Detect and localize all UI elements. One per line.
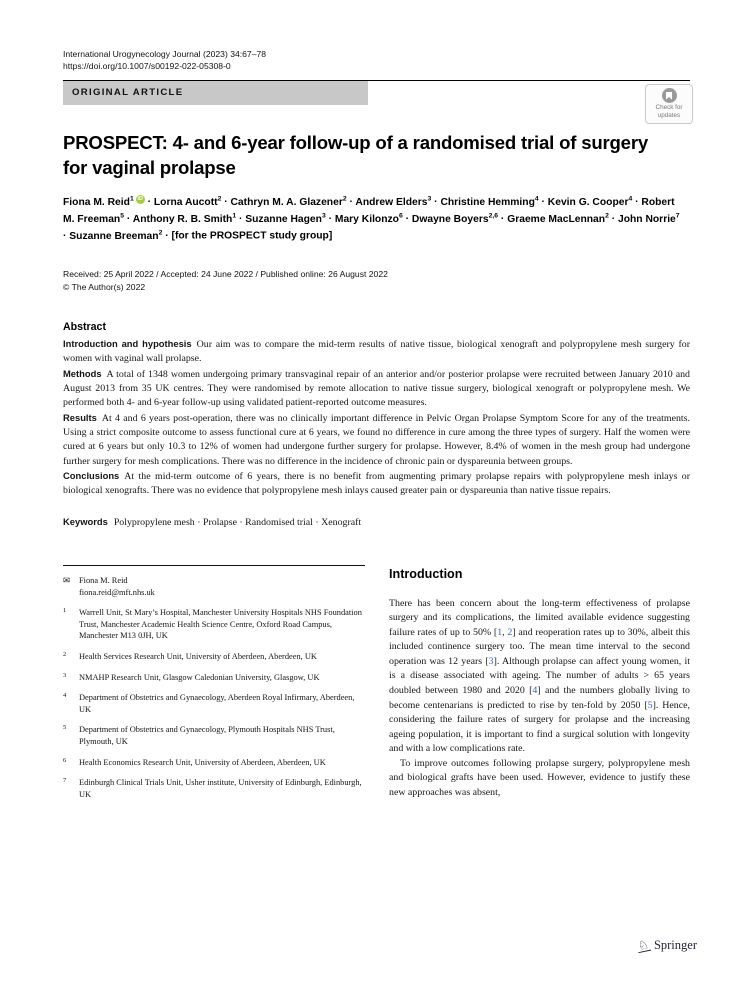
author-name: Lorna Aucott$^2$: [153, 195, 222, 208]
keywords-label: Keywords: [63, 515, 108, 527]
footnote-column: [63, 565, 365, 801]
author-name: [for the PROSPECT study group]: [171, 230, 333, 242]
citation-ref[interactable]: 4: [532, 685, 538, 697]
abstract-section: Introduction and hypothesis Our aim was to compare the mid-term results of native tissue, biological xenograft and polypropylene mesh surgery for women with vaginal wall prolapse.: [63, 337, 691, 365]
affiliation-text: Edinburgh Clinical Trials Unit, Usher institute, University of Edinburgh, Edinburgh, UK: [79, 778, 362, 799]
affiliation-item: [63, 724, 365, 747]
orcid-icon[interactable]: iD: [137, 196, 143, 203]
affiliation-item: [63, 651, 365, 663]
author-separator: ·: [221, 196, 231, 208]
article-type-label: ORIGINAL ARTICLE: [72, 87, 184, 99]
affiliation-number: 6: [63, 756, 67, 764]
author-name: Anthony R. B. Smith$^1$: [132, 212, 237, 225]
affiliation-number: 7: [63, 777, 67, 785]
doi-link[interactable]: https://doi.org/10.1007/s00192-022-05308-0: [63, 61, 231, 72]
received-accepted-line: Received: 25 April 2022 / Accepted: 24 June 2022 / Published online: 26 August 2022: [63, 269, 388, 280]
author-separator: ·: [124, 213, 133, 225]
abstract-section-label: Introduction and hypothesis: [63, 337, 192, 349]
author-name: Kevin G. Cooper$^4$: [547, 195, 633, 208]
author-name: Suzanne Hagen$^3$: [245, 212, 326, 225]
abstract-body: [63, 337, 690, 499]
affiliation-item: [63, 672, 365, 684]
citation-ref[interactable]: 2: [507, 626, 513, 638]
author-separator: ·: [346, 196, 356, 208]
author-separator: ·: [402, 213, 412, 225]
affiliation-number: 3: [63, 671, 67, 679]
abstract-section: Methods A total of 1348 women undergoing primary transvaginal repair of an anterior and/or posterior prolapse were recruited between January 2010 and August 2013 from 35 UK centres. They were randomised by remote allocation to native tissue surgery, biological xenograft or polypropylene mesh. We performed both 4- and 6-year follow-up using validated patient-reported outcome measures.: [63, 367, 690, 409]
check-for-updates-badge[interactable]: [645, 84, 693, 124]
author-separator: ·: [162, 230, 172, 242]
author-name: Mary Kilonzo$^6$: [334, 212, 403, 225]
author-separator: ·: [144, 196, 154, 208]
author-name: John Norrie$^7$: [618, 212, 680, 225]
crossmark-icon: [662, 88, 677, 103]
correspondence-name: Fiona M. Reid: [79, 575, 128, 585]
affiliation-item: [63, 692, 365, 715]
affiliation-item: [63, 777, 365, 800]
affiliation-number: 5: [63, 724, 67, 732]
abstract-section: Conclusions At the mid-term outcome of 6 years, there is no benefit from augmenting primary prolapse repairs with polypropylene mesh inlays or biological xenografts. There was no evidence that polypropylene mesh inlays caused greater pain or dyspareunia than native tissue repairs.: [63, 470, 690, 497]
correspondence-block: [63, 575, 365, 599]
author-separator: ·: [236, 213, 246, 225]
author-separator: ·: [608, 213, 618, 225]
affiliation-text: NMAHP Research Unit, Glasgow Caledonian University, Glasgow, UK: [79, 672, 320, 682]
author-separator: ·: [325, 213, 335, 225]
affiliation-number: 2: [63, 651, 67, 659]
author-separator: ·: [538, 196, 548, 208]
publisher-logo: [637, 938, 697, 953]
affiliation-list: [63, 607, 365, 800]
introduction-column: [389, 565, 690, 801]
journal-citation-line: International Urogynecology Journal (2023) 34:67–78: [63, 49, 267, 59]
article-title: PROSPECT: 4- and 6-year follow-up of a randomised trial of surgery for vaginal prolapse: [63, 131, 649, 178]
abstract-heading: Abstract: [63, 320, 106, 333]
affiliation-text: Department of Obstetrics and Gynaecology, Plymouth Hospitals NHS Trust, Plymouth, UK: [79, 725, 335, 747]
copyright-line: © The Author(s) 2022: [63, 281, 146, 292]
introduction-paragraphs: [389, 597, 690, 801]
check-for-updates-line2: updates: [657, 112, 681, 119]
introduction-paragraph: To improve outcomes following prolapse surgery, polypropylene mesh and biological grafts have been used. However, evidence to justify these new approaches was absent,: [389, 757, 690, 798]
affiliation-text: Department of Obstetrics and Gynaecology, Aberdeen Royal Infirmary, Aberdeen, UK: [79, 693, 355, 714]
envelope-icon: ✉: [63, 574, 71, 585]
citation-ref[interactable]: 3: [488, 655, 494, 667]
affiliation-number: 4: [63, 692, 67, 700]
correspondence-email[interactable]: fiona.reid@mft.nhs.uk: [79, 587, 155, 597]
abstract-section: Results At 4 and 6 years post-operation, there was no clinically important difference in Pelvic Organ Prolapse Symptom Score for any of the treatments. Using a strict composite outcome to assess functional cure at 6 years, we found no difference in cure among the three types of surgery. Half the women were cured at 6 years but only 10.3 to 12% of women had undergone further surgery for prolapse. However, 8.4% of women in the mesh group had undergone further surgery for mesh complications. There was no difference in the incidence of chronic pain or dyspareunia between groups.: [63, 411, 690, 467]
abstract-section-label: Conclusions: [63, 470, 120, 482]
author-separator: ·: [431, 196, 441, 208]
check-for-updates-line1: Check for: [655, 104, 683, 112]
affiliation-item: [63, 757, 365, 769]
author-name: Cathryn M. A. Glazener$^2$: [230, 195, 347, 208]
introduction-heading: Introduction: [389, 566, 463, 581]
author-name: Dwayne Boyers$^{2,6}$: [411, 212, 499, 225]
author-name: Suzanne Breeman$^2$: [69, 229, 163, 242]
affiliation-item: [63, 607, 365, 642]
affiliation-number: 1: [63, 607, 67, 615]
author-list: [63, 194, 683, 245]
author-name: Robert M. Freeman$^5$: [63, 196, 675, 225]
author-name: Graeme MacLennan$^2$: [507, 212, 609, 225]
footnote-rule: [63, 565, 365, 566]
keywords-text: Polypropylene mesh · Prolapse · Randomised trial · Xenograft: [113, 516, 362, 528]
affiliation-text: Warrell Unit, St Mary’s Hospital, Manchester University Hospitals NHS Foundation Trust, Manchester Academic Health Science Centre, Oxford Road Campus, Manchester M13 0JH, UK: [79, 608, 362, 641]
author-name: Fiona M. Reid$^1$ iD: [63, 195, 143, 208]
author-separator: ·: [63, 230, 70, 242]
author-separator: ·: [498, 213, 508, 225]
article-type-banner: [63, 81, 368, 105]
introduction-paragraph: There has been concern about the long-term effectiveness of prolapse surgery and its complications, the limited available evidence suggesting failure rates of up to 50% [1, 2] and reoperation rates up to 30%, albeit this included continence surgery too. The mean time interval to the second operation was 12 years [3]. Although prolapse can affect young women, it is a disease associated with ageing. The number of adults > 65 years doubled between 1980 and 2020 [4] and the numbers globally living to become centenarians is predicted to rise by ten-fold by 2050 [5]. Hence, considering the failure rates of surgery for prolapse and the increasing ageing population, it is important to find a surgical solution with longevity and with a low complications rate.: [389, 597, 690, 755]
citation-ref[interactable]: 5: [647, 699, 653, 711]
citation-ref[interactable]: 1: [497, 626, 503, 638]
affiliation-text: Health Economics Research Unit, University of Aberdeen, Aberdeen, UK: [79, 757, 326, 767]
abstract-section-label: Results: [63, 411, 97, 423]
author-name: Christine Hemming$^4$: [440, 195, 539, 208]
keywords-line: [63, 516, 690, 528]
author-separator: ·: [632, 196, 642, 208]
author-name: Andrew Elders$^3$: [355, 195, 432, 208]
springer-horse-icon: ♘: [636, 937, 651, 953]
publisher-name: Springer: [653, 938, 697, 952]
abstract-section-label: Methods: [63, 367, 102, 379]
affiliation-text: Health Services Research Unit, University of Aberdeen, Aberdeen, UK: [79, 652, 317, 662]
